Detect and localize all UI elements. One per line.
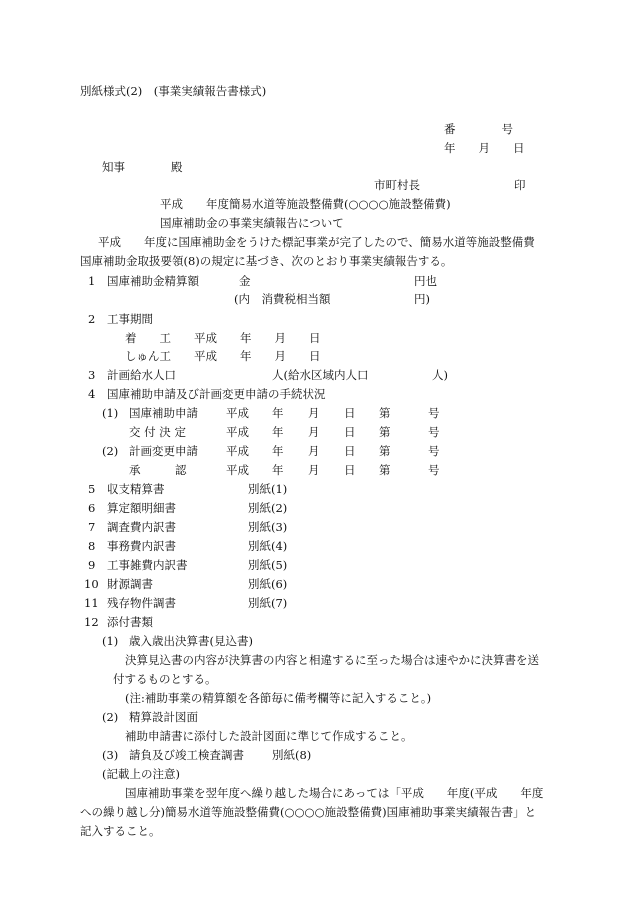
item4-row2b-era: 平成 [226,463,249,477]
item4-row1b-year: 年 [272,425,284,439]
item12-sub1-number: (1) [102,634,119,648]
item12-sub3-ref: 別紙(8) [272,748,312,762]
item2-start: 着 工 平成 年 月 日 [125,331,321,345]
attachment-number: 5 [88,482,96,496]
notes-line2: への繰り越し分)簡易水道等施設整備費(○○○○施設整備費)国庫補助事業実績報告書」と [80,805,537,819]
attachment-label: 事務費内訳書 [107,539,176,553]
document-number: 番 号 [444,122,513,136]
item2-label: 工事期間 [107,312,153,326]
attachment-number: 7 [88,520,96,534]
item12-label: 添付書類 [107,615,153,629]
item12-sub2-text: 補助申請書に添付した設計図面に準じて作成すること。 [125,729,413,743]
attachment-number: 11 [84,596,99,610]
item4-row1b-era: 平成 [226,425,249,439]
item12-sub2-number: (2) [102,710,119,724]
item2-end: しゅん工 平成 年 月 日 [125,349,321,363]
item3-people-end: 人) [432,368,448,382]
attachment-label: 財源調書 [107,577,153,591]
item3-number: 3 [88,368,96,382]
intro-line2: 国庫補助金取扱要領(8)の規定に基づき、次のとおり事業実績報告する。 [80,254,453,268]
item1-number: 1 [88,274,96,288]
attachment-label: 工事雑費内訳書 [107,558,188,572]
attachment-ref: 別紙(1) [248,482,288,496]
item4-row2-month: 月 [308,444,320,458]
item4-row2-label: 計画変更申請 [129,444,198,458]
item4-row2b-label: 承 認 [129,463,187,477]
attachment-label: 残存物件調書 [107,596,176,610]
seal-mark: 印 [514,178,526,192]
form-label: 別紙様式(2) (事業実績報告書様式) [80,84,267,98]
document-date: 年 月 日 [444,141,525,155]
item4-row2b-dai: 第 [379,463,391,477]
intro-line1: 平成 年度に国庫補助金をうけた標記事業が完了したので、簡易水道等施設整備費 [98,235,535,249]
attachment-label: 収支精算書 [107,482,165,496]
item12-sub3-number: (3) [102,748,119,762]
sender: 市町村長 [374,178,420,192]
item4-row1b-month: 月 [308,425,320,439]
item4-row2b-month: 月 [308,463,320,477]
item4-row2b-year: 年 [272,463,284,477]
item1-label: 国庫補助金精算額 [107,274,199,288]
item12-sub3-label: 請負及び竣工検査調書 [129,748,244,762]
item4-row1-year: 年 [272,406,284,420]
item4-row2b-day: 日 [344,463,356,477]
item4-row1-day: 日 [344,406,356,420]
attachment-ref: 別紙(3) [248,520,288,534]
item4-row1-number: (1) [102,406,119,420]
item4-row2-year: 年 [272,444,284,458]
attachment-ref: 別紙(5) [248,558,288,572]
attachment-label: 調査費内訳書 [107,520,176,534]
item4-row2-go: 号 [428,444,440,458]
notes-line3: 記入すること。 [80,824,161,838]
attachment-ref: 別紙(4) [248,539,288,553]
report-title-line1: 平成 年度簡易水道等施設整備費(○○○○施設整備費) [160,197,451,211]
item12-sub2-label: 精算設計図面 [129,710,198,724]
item4-number: 4 [88,387,96,401]
item2-number: 2 [88,312,96,326]
item4-row1b-label: 交 付 決 定 [129,425,186,439]
item4-row1b-go: 号 [428,425,440,439]
report-title-line2: 国庫補助金の事業実績報告について [160,216,344,230]
item4-row2b-go: 号 [428,463,440,477]
item4-row2-era: 平成 [226,444,249,458]
attachment-number: 6 [88,501,96,515]
item3-people: 人(給水区域内人口 [272,368,369,382]
attachment-ref: 別紙(2) [248,501,288,515]
item4-row1-dai: 第 [379,406,391,420]
addressee: 知事 殿 [102,160,183,174]
item1-tax: (内 消費税相当額 [234,292,331,306]
item4-row2-dai: 第 [379,444,391,458]
item1-yen: 円也 [414,274,437,288]
item1-kin: 金 [239,274,251,288]
attachment-ref: 別紙(6) [248,577,288,591]
item3-label: 計画給水人口 [107,368,176,382]
notes-heading: (記載上の注意) [102,767,180,781]
item4-row1-era: 平成 [226,406,249,420]
item12-sub1-note: (注:補助事業の精算額を各節毎に備考欄等に記入すること。) [125,691,432,705]
item4-row2-day: 日 [344,444,356,458]
notes-line1: 国庫補助事業を翌年度へ繰り越した場合にあっては「平成 年度(平成 年度 [125,786,544,800]
item1-tax-yen: 円) [414,292,430,306]
attachment-label: 算定額明細書 [107,501,176,515]
item4-row1-month: 月 [308,406,320,420]
item4-row2-number: (2) [102,444,119,458]
item4-row1-go: 号 [428,406,440,420]
attachment-number: 9 [88,558,96,572]
attachment-number: 8 [88,539,96,553]
item12-sub1-text2: 付するものとする。 [113,672,217,686]
item12-number: 12 [84,615,99,629]
item4-row1b-dai: 第 [379,425,391,439]
item4-row1-label: 国庫補助申請 [129,406,198,420]
item4-row1b-day: 日 [344,425,356,439]
item12-sub1-label: 歳入歳出決算書(見込書) [129,634,253,648]
item4-label: 国庫補助申請及び計画変更申請の手続状況 [107,387,326,401]
attachment-ref: 別紙(7) [248,596,288,610]
attachment-number: 10 [84,577,99,591]
item12-sub1-text1: 決算見込書の内容が決算書の内容と相違するに至った場合は速やかに決算書を送 [125,653,539,667]
